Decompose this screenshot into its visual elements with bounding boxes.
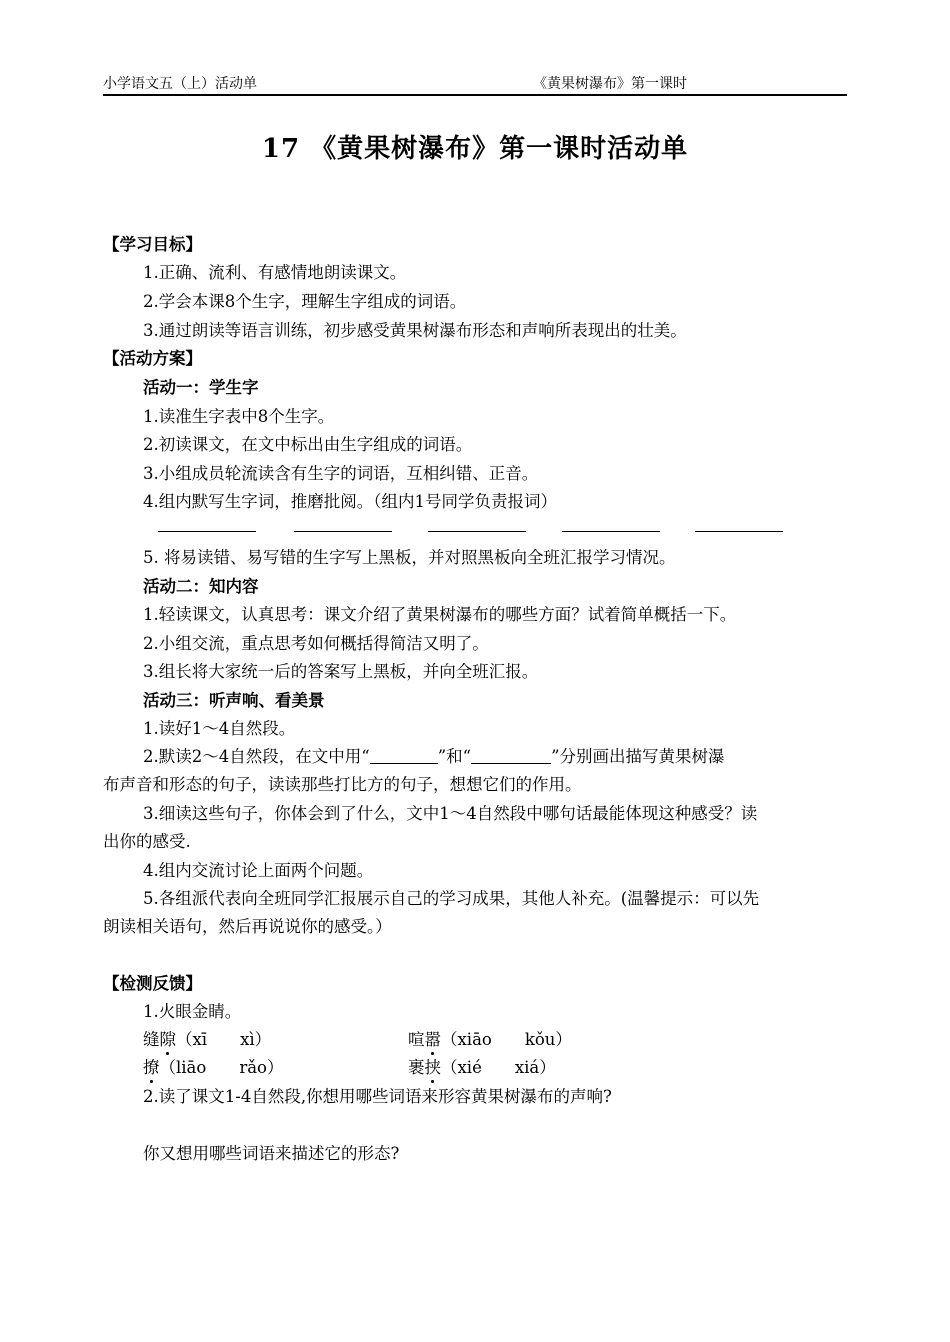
activity-3-item-cont: 出你的感受. (103, 832, 191, 851)
activity-1-item: 2.初读课文，在文中标出由生字组成的词语。 (143, 435, 473, 454)
dotted-char: 嚣 (424, 1030, 441, 1049)
dictation-blanks (158, 530, 798, 540)
activity-1-item: 1.读准生字表中8个生字。 (143, 407, 335, 426)
answer-blank[interactable] (294, 530, 392, 532)
feedback-question: 你又想用哪些词语来描述它的形态? (143, 1144, 400, 1163)
answer-blank[interactable] (428, 530, 526, 532)
pinyin-word (408, 1029, 572, 1051)
activity-3-item-cont: 布声音和形态的句子，读读那些打比方的句子，想想它们的作用。 (103, 775, 582, 794)
word-char: 喧 (408, 1030, 425, 1049)
activity-3-item (143, 746, 725, 768)
answer-blank[interactable] (562, 530, 660, 532)
activity-3-item: 5.各组派代表向全班同学汇报展示自己的学习成果，其他人补充。(温馨提示：可以先 (143, 889, 760, 908)
activity-2-item: 2.小组交流，重点思考如何概括得简洁又明了。 (143, 634, 489, 653)
word-char: 缝 (143, 1030, 160, 1049)
dotted-char: 隙 (159, 1030, 176, 1049)
page-title: 17 《黄果树瀑布》第一课时活动单 (261, 134, 689, 164)
activity-3-item: 4.组内交流讨论上面两个问题。 (143, 861, 374, 880)
header-right: 《黄果树瀑布》第一课时 (533, 76, 687, 92)
goal-item: 2.学会本课8个生字，理解生字组成的词语。 (143, 292, 467, 311)
dotted-char: 挟 (424, 1058, 441, 1077)
answer-blank[interactable] (158, 530, 256, 532)
answer-blank[interactable] (370, 747, 438, 764)
feedback-question: 1.火眼金睛。 (143, 1002, 242, 1021)
activity-3-title: 活动三：听声响、看美景 (143, 691, 325, 710)
activity-3-item-text: ”和“ (437, 747, 472, 766)
dotted-char: 撩 (143, 1058, 160, 1077)
activity-3-item: 3.细读这些句子，你体会到了什么，文中1～4自然段中哪句话最能体现这种感受？读 (143, 804, 758, 823)
activity-1-item: 5. 将易读错、易写错的生字写上黑板，并对照黑板向全班汇报学习情况。 (143, 548, 676, 567)
page-header (103, 72, 847, 96)
activity-3-item: 1.读好1～4自然段。 (143, 719, 296, 738)
feedback-heading: 【检测反馈】 (103, 974, 202, 993)
goal-item: 3.通过朗读等语言训练，初步感受黄果树瀑布形态和声响所表现出的壮美。 (143, 321, 687, 340)
feedback-question: 2.读了课文1-4自然段,你想用哪些词语来形容黄果树瀑布的声响? (143, 1087, 612, 1106)
activity-1-item: 4.组内默写生字词，推磨批阅。（组内1号同学负责报词） (143, 492, 557, 511)
pinyin-word (143, 1057, 283, 1079)
word-char: 裹 (408, 1058, 425, 1077)
pinyin-options: （xī xì） (176, 1030, 272, 1049)
pinyin-options: （xiāo kǒu） (441, 1030, 572, 1049)
activity-2-title: 活动二：知内容 (143, 577, 259, 596)
activity-2-item: 3.组长将大家统一后的答案写上黑板，并向全班汇报。 (143, 662, 539, 681)
activity-1-title: 活动一：学生字 (143, 378, 259, 397)
activity-1-item: 3.小组成员轮流读含有生字的词语，互相纠错、正音。 (143, 464, 539, 483)
header-left: 小学语文五（上）活动单 (103, 76, 257, 92)
activity-3-item-cont: 朗读相关语句，然后再说说你的感受。） (103, 917, 392, 936)
pinyin-options: （liāo rǎo） (159, 1058, 284, 1077)
activity-3-item-text: 2.默读2～4自然段，在文中用“ (143, 747, 370, 766)
pinyin-word (143, 1029, 271, 1051)
goals-heading: 【学习目标】 (103, 235, 202, 254)
answer-blank[interactable] (471, 747, 551, 764)
activity-2-item: 1.轻读课文，认真思考：课文介绍了黄果树瀑布的哪些方面？试着简单概括一下。 (143, 605, 737, 624)
answer-blank[interactable] (695, 530, 783, 532)
activity-3-item-text: ”分别画出描写黄果树瀑 (551, 747, 725, 766)
plan-heading: 【活动方案】 (103, 349, 202, 368)
pinyin-options: （xié xiá） (441, 1058, 556, 1077)
goal-item: 1.正确、流利、有感情地朗读课文。 (143, 263, 407, 282)
pinyin-word (408, 1057, 556, 1079)
